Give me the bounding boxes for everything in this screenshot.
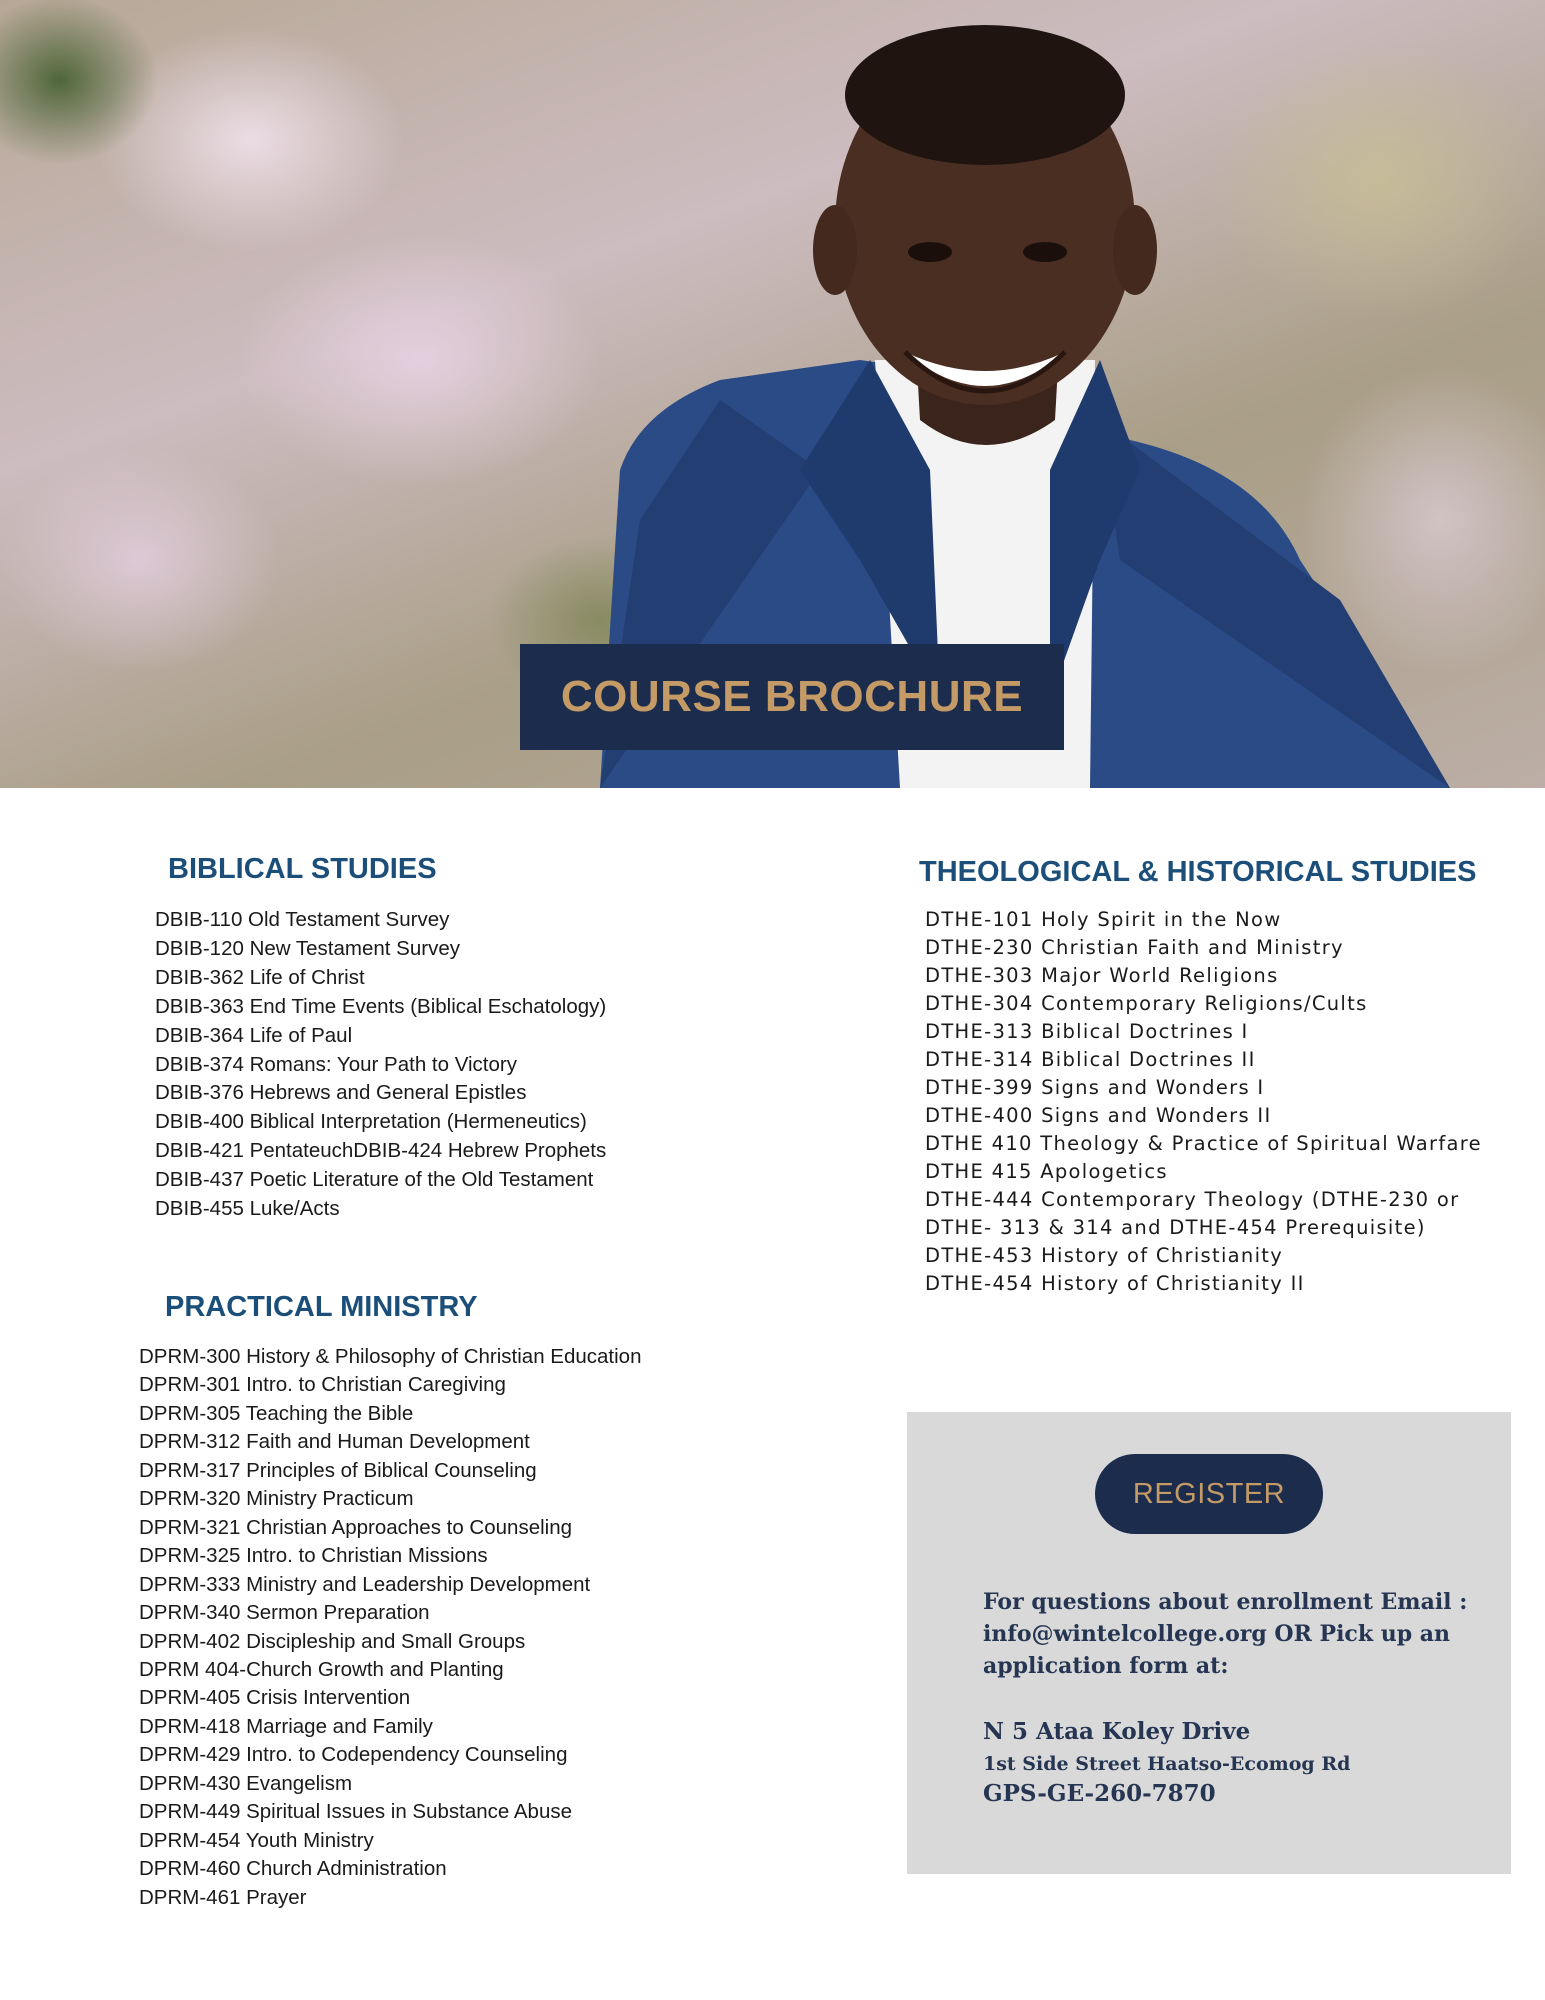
course-item: DPRM-312 Faith and Human Development: [139, 1430, 530, 1454]
register-button-label: REGISTER: [1132, 1477, 1286, 1510]
course-item: DBIB-110 Old Testament Survey: [155, 908, 450, 931]
course-item: DTHE-303 Major World Religions: [925, 964, 1279, 987]
course-item: DPRM-305 Teaching the Bible: [139, 1401, 414, 1425]
course-item: DTHE 410 Theology & Practice of Spiritual Warfare: [925, 1132, 1482, 1155]
course-item: DTHE-400 Signs and Wonders II: [925, 1104, 1272, 1127]
course-item: DTHE-101 Holy Spirit in the Now: [925, 908, 1282, 931]
practical-ministry-heading: PRACTICAL MINISTRY: [165, 1291, 478, 1323]
course-item: DPRM-325 Intro. to Christian Missions: [139, 1544, 488, 1568]
address-line-1: N 5 Ataa Koley Drive: [983, 1718, 1251, 1745]
course-item: DPRM-429 Intro. to Codependency Counseling: [139, 1743, 568, 1767]
course-item: DBIB-364 Life of Paul: [155, 1023, 353, 1047]
course-item: DTHE 415 Apologetics: [925, 1160, 1168, 1183]
course-item: DTHE-399 Signs and Wonders I: [925, 1076, 1265, 1099]
register-panel: [907, 1412, 1511, 1874]
brochure-title: COURSE BROCHURE: [560, 672, 1024, 721]
course-item: DTHE-453 History of Christianity: [925, 1244, 1284, 1267]
course-item: DPRM-317 Principles of Biblical Counseling: [139, 1458, 537, 1482]
address-line-2: 1st Side Street Haatso-Ecomog Rd: [983, 1753, 1351, 1775]
course-item: DPRM-461 Prayer: [139, 1885, 307, 1909]
register-button[interactable]: [1095, 1454, 1323, 1534]
course-item: DTHE- 313 & 314 and DTHE-454 Prerequisite): [925, 1216, 1426, 1239]
course-item: DTHE-314 Biblical Doctrines II: [925, 1048, 1256, 1071]
course-brochure-banner: [520, 644, 1064, 750]
course-item: DBIB-374 Romans: Your Path to Victory: [155, 1052, 517, 1076]
course-item: DPRM-418 Marriage and Family: [139, 1714, 433, 1738]
course-item: DPRM-454 Youth Ministry: [139, 1828, 374, 1852]
course-item: DPRM-449 Spiritual Issues in Substance Abuse: [139, 1800, 573, 1824]
course-item: DTHE-454 History of Christianity II: [925, 1272, 1305, 1295]
course-item: DPRM-320 Ministry Practicum: [139, 1487, 414, 1511]
hero-photo: [0, 0, 1545, 788]
practical-course-list: [139, 1343, 641, 1912]
course-item: DTHE-444 Contemporary Theology (DTHE-230 or: [925, 1188, 1460, 1211]
course-item: DBIB-362 Life of Christ: [155, 965, 365, 989]
biblical-course-list: [155, 906, 606, 1224]
course-item: DTHE-313 Biblical Doctrines I: [925, 1020, 1249, 1043]
course-item: DBIB-421 PentateuchDBIB-424 Hebrew Prophets: [155, 1139, 607, 1163]
course-item: DPRM-321 Christian Approaches to Counseling: [139, 1515, 573, 1539]
course-item: DBIB-437 Poetic Literature of the Old Testament: [155, 1168, 594, 1192]
course-item: DBIB-120 New Testament Survey: [155, 936, 460, 960]
course-item: DBIB-400 Biblical Interpretation (Hermeneutics): [155, 1110, 587, 1134]
course-item: DPRM-301 Intro. to Christian Caregiving: [139, 1373, 506, 1397]
course-item: DTHE-230 Christian Faith and Ministry: [925, 936, 1344, 959]
course-item: DTHE-304 Contemporary Religions/Cults: [925, 992, 1368, 1015]
course-item: DPRM-430 Evangelism: [139, 1771, 353, 1795]
course-item: DPRM-300 History & Philosophy of Christian Education: [139, 1345, 642, 1368]
biblical-studies-heading: BIBLICAL STUDIES: [168, 853, 437, 885]
course-item: DPRM-405 Crisis Intervention: [139, 1686, 411, 1710]
course-item: DPRM-460 Church Administration: [139, 1857, 447, 1881]
course-item: DBIB-455 Luke/Acts: [155, 1197, 340, 1221]
course-item: DBIB-376 Hebrews and General Epistles: [155, 1081, 527, 1105]
course-item: DPRM-340 Sermon Preparation: [139, 1601, 430, 1625]
course-item: DPRM 404-Church Growth and Planting: [139, 1657, 504, 1681]
course-item: DBIB-363 End Time Events (Biblical Eschatology): [155, 994, 607, 1018]
theological-studies-heading: THEOLOGICAL & HISTORICAL STUDIES: [919, 856, 1477, 888]
theological-course-list: [925, 906, 1482, 1298]
course-item: DPRM-402 Discipleship and Small Groups: [139, 1629, 526, 1653]
course-item: DPRM-333 Ministry and Leadership Development: [139, 1572, 591, 1596]
enrollment-info-text: For questions about enrollment Email : info@wintelcollege.org OR Pick up an application form at:: [983, 1589, 1468, 1679]
address-line-3: GPS-GE-260-7870: [983, 1780, 1216, 1807]
